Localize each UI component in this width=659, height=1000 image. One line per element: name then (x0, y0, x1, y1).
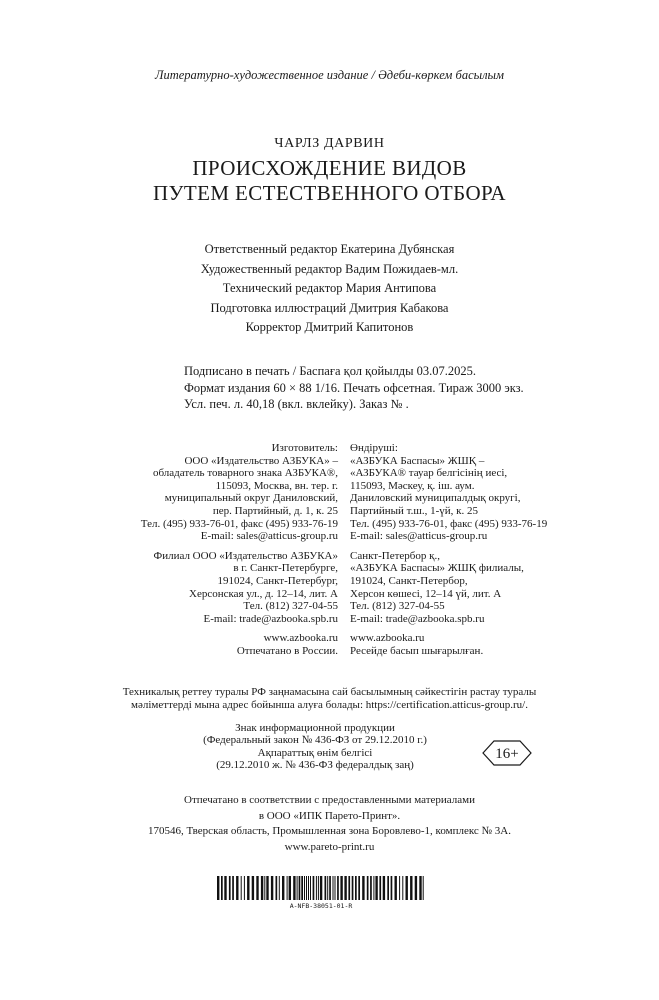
manufacturer-line: 115093, Москва, вн. тер. г. (215, 479, 338, 492)
manufacturer-line: E-mail: sales@atticus-group.ru (350, 530, 488, 543)
barcode (217, 876, 425, 900)
branch-line: Санкт-Петербор қ., (350, 549, 440, 562)
barcode-bar (308, 876, 309, 900)
certification-line: Техникалық реттеу туралы РФ заңнамасына сай басылымның сәйкестігін растау туралы (122, 686, 537, 698)
barcode-bar (264, 876, 265, 900)
barcode-bar (229, 876, 231, 900)
info-sign-line: Ақпараттық өнім белгісі (257, 746, 373, 759)
barcode-bar (266, 876, 268, 900)
branch-line: Херсонская ул., д. 12–14, лит. А (189, 587, 338, 600)
barcode-bar (279, 876, 280, 900)
print-info (184, 363, 544, 413)
credit-line: Ответственный редактор Екатерина Дубянская (204, 242, 455, 256)
barcode-bar (358, 876, 360, 900)
printer-line: в ООО «ИПК Парето-Принт». (258, 809, 401, 822)
barcode-bar (352, 876, 354, 900)
barcode-bar (329, 876, 331, 900)
manufacturer-line: Тел. (495) 933-76-01, факс (495) 933-76-19 (350, 517, 548, 530)
barcode-bar (316, 876, 317, 900)
manufacturer-ru (80, 442, 338, 658)
barcode-bar (221, 876, 223, 900)
branch-line: «АЗБУКА Баспасы» ЖШҚ филиалы, (350, 562, 524, 575)
barcode-bar (301, 876, 303, 900)
barcode-bar (271, 876, 273, 900)
branch-line: Тел. (812) 327-04-55 (350, 600, 445, 613)
branch-line: 191024, Санкт-Петербор, (350, 574, 468, 587)
manufacturer-line: E-mail: sales@atticus-group.ru (200, 530, 338, 543)
branch-line: в г. Санкт-Петербурге, (233, 562, 338, 575)
barcode-bar (340, 876, 342, 900)
branch-line: Тел. (812) 327-04-55 (243, 600, 338, 613)
age-rating-badge (482, 740, 532, 766)
manufacturer-line: Изготовитель: (271, 442, 338, 454)
barcode-bar (261, 876, 263, 900)
barcode-bar (395, 876, 397, 900)
barcode-bar (310, 876, 311, 900)
branch-line: E-mail: trade@azbooka.spb.ru (350, 612, 485, 625)
printed-in-line: Отпечатано в России. (236, 644, 338, 657)
print-line: Усл. печ. л. 40,18 (вкл. вклейку). Заказ № . (184, 397, 409, 411)
barcode-bar (299, 876, 301, 900)
barcode-bar (289, 876, 291, 900)
barcode-bar (379, 876, 381, 900)
title-line: ПУТЕМ ЕСТЕСТВЕННОГО ОТБОРА (153, 181, 506, 205)
barcode-bar (297, 876, 298, 900)
manufacturer-line: Партийный т.ш., 1-үй, к. 25 (350, 504, 479, 517)
barcode-bar (335, 876, 336, 900)
barcode-bar (391, 876, 393, 900)
printer-info (0, 793, 659, 855)
barcode-bar (287, 876, 288, 900)
credit-line: Технический редактор Мария Антипова (222, 281, 437, 295)
title-line: ПРОИСХОЖДЕНИЕ ВИДОВ (192, 156, 467, 180)
certification-note (0, 686, 659, 712)
barcode-bar (241, 876, 242, 900)
barcode-bar (402, 876, 403, 900)
barcode-bar (406, 876, 408, 900)
barcode-bar (232, 876, 234, 900)
barcode-bar (224, 876, 226, 900)
barcode-bar (325, 876, 327, 900)
barcode-bar (304, 876, 305, 900)
barcode-bar (333, 876, 334, 900)
barcode-bar (318, 876, 319, 900)
barcode-text: A-NFB-38051-01-R (289, 902, 353, 910)
credit-line: Художественный редактор Вадим Пожидаев-мл. (200, 261, 459, 276)
age-rating-label: 16+ (495, 746, 519, 762)
barcode-bar (337, 876, 339, 900)
manufacturer-line: обладатель товарного знака АЗБУКА®, (152, 467, 338, 480)
barcode-bar (387, 876, 389, 900)
barcode-bar (306, 876, 307, 900)
barcode-bar (373, 876, 374, 900)
info-sign-line: (29.12.2010 ж. № 436-ФЗ федералдық заң) (216, 759, 414, 772)
barcode-bar (293, 876, 295, 900)
manufacturer-line: пер. Партийный, д. 1, к. 25 (212, 504, 338, 517)
manufacturer-line: муниципальный округ Даниловский, (164, 492, 338, 505)
barcode-bar (355, 876, 357, 900)
barcode-bar (217, 876, 219, 900)
info-sign-line: Знак информационной продукции (235, 722, 395, 734)
website-line: www.azbooka.ru (263, 632, 338, 645)
manufacturer-line: Даниловский муниципалдық округі, (350, 492, 521, 505)
branch-line: E-mail: trade@azbooka.spb.ru (203, 612, 338, 625)
barcode-bar (276, 876, 278, 900)
branch-line: Херсон көшесі, 12–14 үй, лит. А (350, 587, 502, 600)
barcode-bar (370, 876, 372, 900)
printer-line: Отпечатано в соответствии с предоставленными материалами (184, 794, 475, 806)
manufacturer-line: Тел. (495) 933-76-01, факс (495) 933-76-19 (140, 517, 338, 530)
barcode-bar (344, 876, 346, 900)
barcode-bar (348, 876, 350, 900)
credit-line: Корректор Дмитрий Капитонов (245, 320, 414, 334)
manufacturer-line: Өндіруші: (350, 442, 398, 454)
series-line: Литературно-художественное издание / Әдеби-көркем басылым (155, 68, 504, 82)
branch-line: Филиал ООО «Издательство АЗБУКА» (153, 549, 338, 562)
book-title (0, 156, 659, 206)
manufacturer-kk (350, 442, 610, 658)
print-line: Подписано в печать / Баспаға қол қойылды 03.07.2025. (184, 364, 477, 378)
info-product-sign (165, 722, 465, 772)
branch-line: 191024, Санкт-Петербург, (217, 574, 338, 587)
barcode-bar (252, 876, 254, 900)
print-line: Формат издания 60 × 88 1/16. Печать офсетная. Тираж 3000 экз. (184, 380, 524, 395)
barcode-bar (313, 876, 315, 900)
barcode-bar (282, 876, 284, 900)
printer-line: 170546, Тверская область, Промышленная зона Боровлево-1, комплекс № 3А. (148, 825, 511, 837)
barcode-bar (367, 876, 369, 900)
barcode-bar (362, 876, 364, 900)
manufacturer-line: ООО «Издательство АЗБУКА» – (184, 454, 338, 467)
manufacturer-line: «АЗБУКА® тауар белгісінің иесі, (350, 467, 508, 480)
barcode-bar (423, 876, 424, 900)
printed-in-line: Ресейде басып шығарылған. (350, 644, 484, 657)
barcode-bar (419, 876, 421, 900)
printer-line: www.pareto-print.ru (284, 840, 375, 853)
barcode-bar (399, 876, 400, 900)
barcode-bar (383, 876, 385, 900)
editorial-credits (0, 240, 659, 338)
barcode-bar (244, 876, 245, 900)
barcode-bar (256, 876, 258, 900)
manufacturer-line: 115093, Мәскеу, қ. іш. аум. (350, 479, 475, 492)
barcode-bar (327, 876, 328, 900)
manufacturer-line: «АЗБУКА Баспасы» ЖШҚ – (350, 454, 485, 467)
barcode-bar (247, 876, 249, 900)
barcode-bar (236, 876, 238, 900)
credit-line: Подготовка иллюстраций Дмитрия Кабакова (210, 300, 449, 315)
website-line: www.azbooka.ru (350, 632, 425, 645)
barcode-bar (375, 876, 377, 900)
barcode-bar (410, 876, 412, 900)
info-sign-line: (Федеральный закон № 436-ФЗ от 29.12.2010 г.) (203, 734, 427, 747)
barcode-bar (320, 876, 322, 900)
barcode-bar (415, 876, 417, 900)
certification-line: мәліметтерді мына адрес бойынша алуға болады: https://certification.atticus-group.ru/. (131, 699, 528, 711)
author-name: ЧАРЛЗ ДАРВИН (274, 136, 385, 151)
